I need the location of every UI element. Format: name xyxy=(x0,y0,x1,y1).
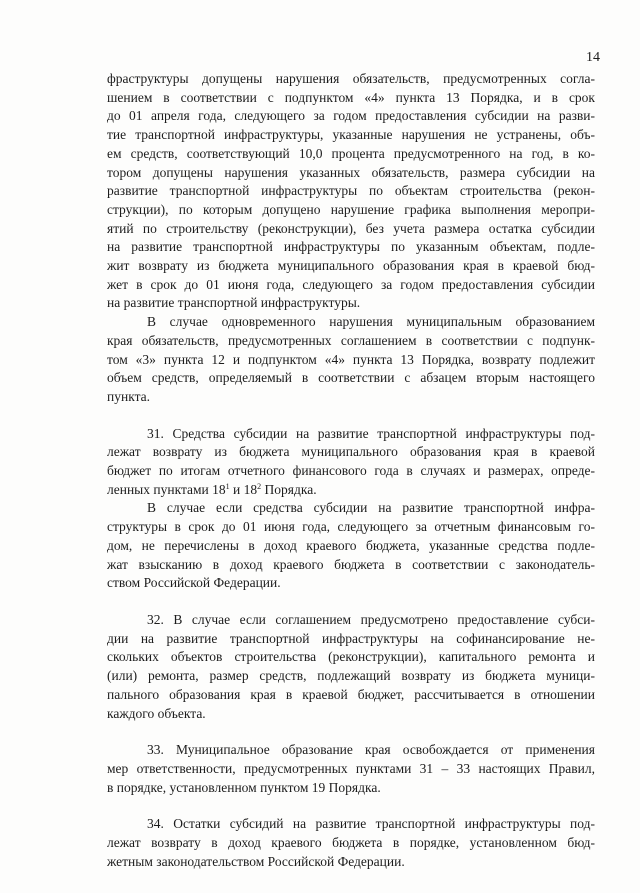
text-line: 31. Средства субсидии на развитие транспортной инфраструктуры под- xyxy=(147,425,595,441)
text-line: жит возврату из бюджета муниципального образования края в краевой бюд- xyxy=(107,258,595,274)
text-line: жет в срок до 01 июня года, следующего за годом предоставления субсидии xyxy=(107,276,595,292)
text-line: каждого объекта. xyxy=(107,705,206,721)
text-fragment: Порядка. xyxy=(261,481,317,497)
document-body xyxy=(107,70,595,871)
text-line: 33. Муниципальное образование края освобождается от применения xyxy=(147,742,595,758)
text-line: шением в соответствии с подпунктом «4» пункта 13 Порядка, и в срок xyxy=(107,89,595,105)
paragraph-item-31 xyxy=(107,425,595,500)
text-line: ем средств, соответствующий 10,0 процента предусмотренного на год, в ко- xyxy=(107,145,595,161)
text-fragment: и 18 xyxy=(229,481,258,497)
text-line: струкции), по которым допущено нарушение графика выполнения меропри- xyxy=(107,201,595,217)
paragraph-gap xyxy=(107,407,595,425)
text-line: скольких объектов строительства (реконструкции), капитального ремонта и xyxy=(107,649,595,665)
superscript: 2 xyxy=(257,481,262,491)
text-line: объем средств, определяемый в соответствии с абзацем вторым настоящего xyxy=(107,370,595,386)
text-line: дии на развитие транспортной инфраструктуры на софинансирование не- xyxy=(107,630,595,646)
text-line: тором допущены нарушения указанных обязательств, размера субсидии на xyxy=(107,164,595,180)
paragraph-recovery xyxy=(107,499,595,593)
text-line: на развитие транспортной инфраструктуры по указанным объектам, подле- xyxy=(107,239,595,255)
text-line: ством Российской Федерации. xyxy=(107,575,281,591)
paragraph-gap xyxy=(107,797,595,815)
text-line: на развитие транспортной инфраструктуры. xyxy=(107,295,361,311)
text-line: в порядке, установленном пунктом 19 Порядка. xyxy=(107,779,381,795)
text-line: В случае если средства субсидии на развитие транспортной инфра- xyxy=(147,500,595,516)
text-line: дом, не перечислены в доход краевого бюджета, указанные средства подле- xyxy=(107,537,595,553)
text-line: жат взысканию в доход краевого бюджета в соответствии с законодатель- xyxy=(107,556,595,572)
text-line: структуры в срок до 01 июня года, следующего за отчетным финансовым го- xyxy=(107,519,595,535)
text-fragment: ленных пунктами 18 xyxy=(107,481,226,497)
text-line: жетным законодательством Российской Федерации. xyxy=(107,853,405,869)
text-line: ятий по строительству (реконструкции), без учета размера остатка субсидии xyxy=(107,220,595,236)
text-line: В случае одновременного нарушения муниципальным образованием xyxy=(147,314,595,330)
text-line: лежат возврату из бюджета муниципального образования края в краевой xyxy=(107,444,595,460)
text-line: бюджет по итогам отчетного финансового года в случаях и размерах, опреде- xyxy=(107,463,595,479)
text-line: пального образования края в краевой бюджет, рассчитывается в отношении xyxy=(107,686,595,702)
text-line: фраструктуры допущены нарушения обязательств, предусмотренных согла- xyxy=(107,71,595,86)
text-line: 32. В случае если соглашением предусмотрено предоставление субси- xyxy=(147,611,595,627)
text-line: 34. Остатки субсидий на развитие транспортной инфраструктуры под- xyxy=(147,816,595,832)
paragraph-item-34 xyxy=(107,815,595,871)
text-line: тие транспортной инфраструктуры, указанные нарушения не устранены, объ- xyxy=(107,127,595,143)
paragraph-continuation xyxy=(107,70,595,313)
paragraph-gap xyxy=(107,723,595,741)
text-line: развитие транспортной инфраструктуры по объектам строительства (рекон- xyxy=(107,183,595,199)
text-line: (или) ремонта, размер средств, подлежащий возврату из бюджета муници- xyxy=(107,668,595,684)
page-number: 14 xyxy=(586,50,600,65)
text-line: том «3» пункта 12 и подпунктом «4» пункта 13 Порядка, возврату подлежит xyxy=(107,351,595,367)
paragraph-gap xyxy=(107,593,595,611)
paragraph-item-32 xyxy=(107,611,595,723)
text-line: мер ответственности, предусмотренных пунктами 31 – 33 настоящих Правил, xyxy=(107,760,595,776)
text-line-with-superscripts xyxy=(107,481,595,500)
paragraph-simultaneous-violation xyxy=(107,313,595,407)
superscript: 1 xyxy=(225,481,230,491)
text-line: до 01 апреля года, следующего за годом предоставления субсидии на разви- xyxy=(107,108,595,124)
text-line: края обязательств, предусмотренных соглашением в соответствии с подпунк- xyxy=(107,332,595,348)
text-line: лежат возврату в доход краевого бюджета в порядке, установленном бюд- xyxy=(107,835,595,851)
paragraph-item-33 xyxy=(107,741,595,797)
text-line: пункта. xyxy=(107,388,151,404)
